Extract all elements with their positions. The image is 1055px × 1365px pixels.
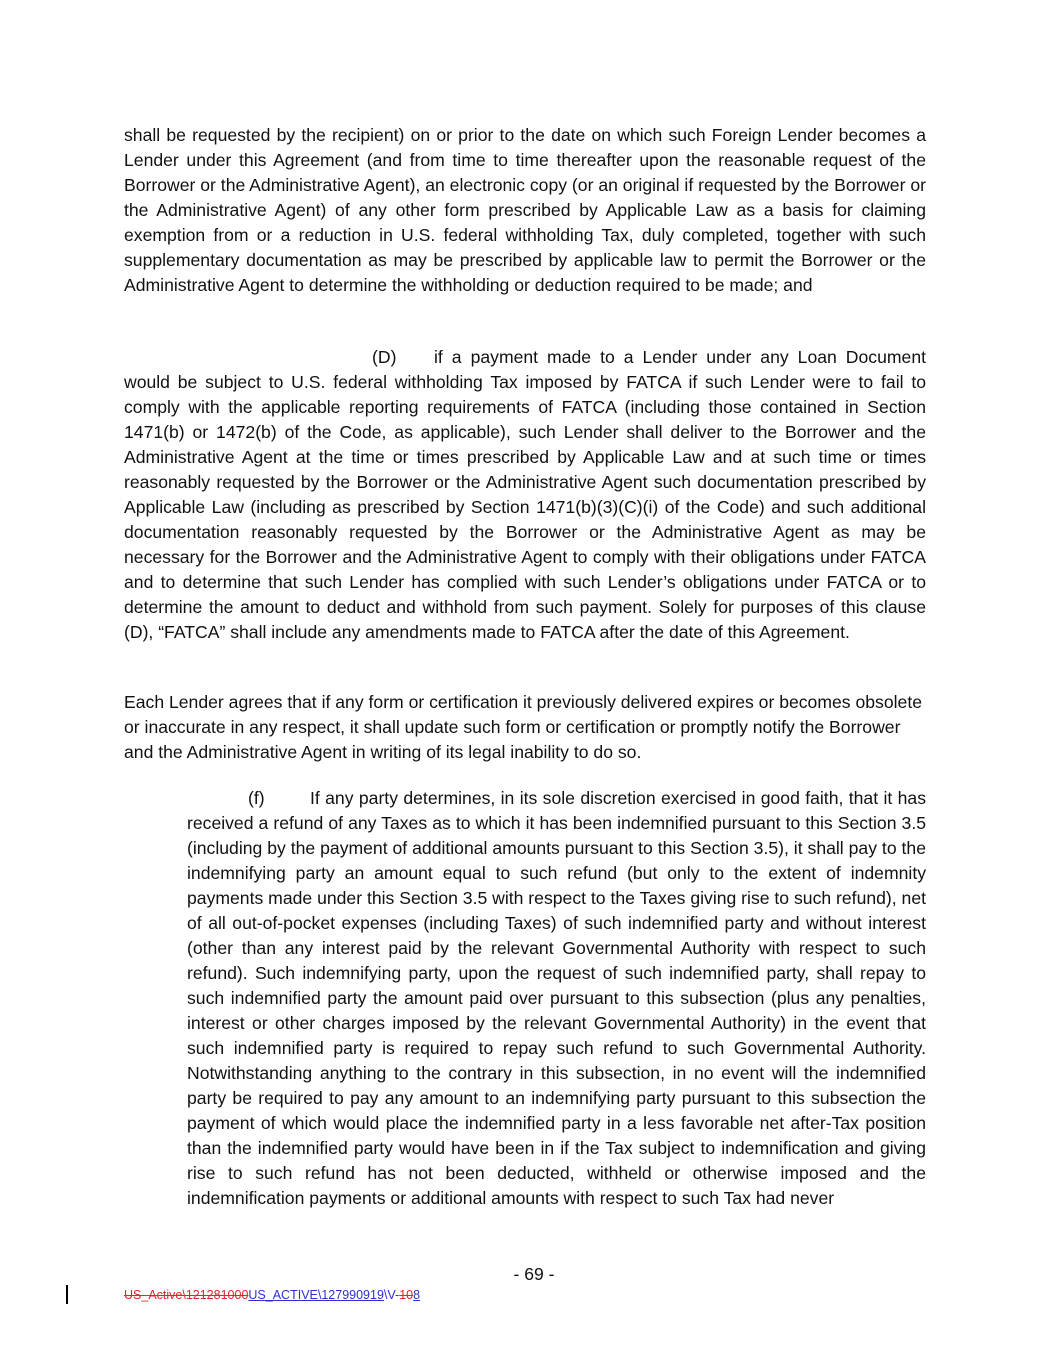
paragraph-clause-f [187,786,926,1211]
paragraph-continuation: shall be requested by the recipient) on or prior to the date on which such Foreign Lender becomes a Lender under this Agreement (and from time to time thereafter upon the reasonable request of the Borrower or the Administrative Agent), an electronic copy (or an original if requested by the Borrower or the Administrative Agent) of any other form prescribed by Applicable Law as a basis for claiming exemption from or a reduction in U.S. federal withholding Tax, duly completed, together with such supplementary documentation as may be prescribed by applicable law to permit the Borrower or the Administrative Agent to determine the withholding or deduction required to be made; and [124,125,926,295]
clause-d-text: if a payment made to a Lender under any Loan Document would be subject to U.S. federal withholding Tax imposed by FATCA if such Lender were to fail to comply with the applicable reporting requirements of FATCA (including those contained in Section 1471(b) or 1472(b) of the Code, as applicable), such Lender shall deliver to the Borrower and the Administrative Agent at the time or times prescribed by Applicable Law and at such time or times reasonably requested by the Borrower or the Administrative Agent such documentation prescribed by Applicable Law (including as prescribed by Section 1471(b)(3)(C)(i) of the Code) and such additional documentation reasonably requested by the Borrower or the Administrative Agent as may be necessary for the Borrower and the Administrative Agent to comply with their obligations under FATCA and to determine that such Lender has complied with such Lender’s obligations under FATCA or to determine the amount to deduct and withhold from such payment. Solely for purposes of this clause (D), “FATCA” shall include any amendments made to FATCA after the date of this Agreement. [124,347,926,642]
page-number: - 69 - [513,1264,555,1284]
clause-f-text: If any party determines, in its sole discretion exercised in good faith, that it has received a refund of any Taxes as to which it has been indemnified pursuant to this Section 3.5 (including by the payment of additional amounts pursuant to this Section 3.5), it shall pay to the indemnifying party an amount equal to such refund (but only to the extent of indemnity payments made under this Section 3.5 with respect to the Taxes giving rise to such refund), net of all out-of-pocket expenses (including Taxes) of such indemnified party and without interest (other than any interest paid by the relevant Governmental Authority with respect to such refund). Such indemnifying party, upon the request of such indemnified party, shall repay to such indemnified party the amount paid over pursuant to this subsection (plus any penalties, interest or other charges imposed by the relevant Governmental Authority) in the event that such indemnified party is required to repay such refund to such Governmental Authority. Notwithstanding anything to the contrary in this subsection, in no event will the indemnified party be required to pay any amount to an indemnifying party pursuant to this subsection the payment of which would place the indemnified party in a less favorable net after-Tax position than the indemnified party would have been in if the Tax subject to indemnification and giving rise to such refund has not been deducted, withheld or otherwise imposed and the indemnification payments or additional amounts with respect to such Tax had never [187,788,927,1208]
clause-f-marker: (f) [248,788,265,808]
change-bar [66,1285,68,1304]
doc-id-deleted: US_Active\121281000 [124,1288,249,1302]
version-deleted: 10 [399,1288,414,1302]
version-inserted: 8 [413,1288,421,1302]
paragraph-clause-d [124,345,926,645]
document-id [124,1287,420,1303]
doc-id-inserted: US_ACTIVE\127990919 [248,1288,384,1302]
paragraph-each-lender: Each Lender agrees that if any form or certification it previously delivered expires or becomes obsolete or inaccurate in any respect, it shall update such form or certification or promptly notify the Borrower and the Administrative Agent in writing of its legal inability to do so. [124,692,922,762]
doc-id-separator: \V- [383,1288,400,1302]
clause-d-marker: (D) [372,347,397,367]
